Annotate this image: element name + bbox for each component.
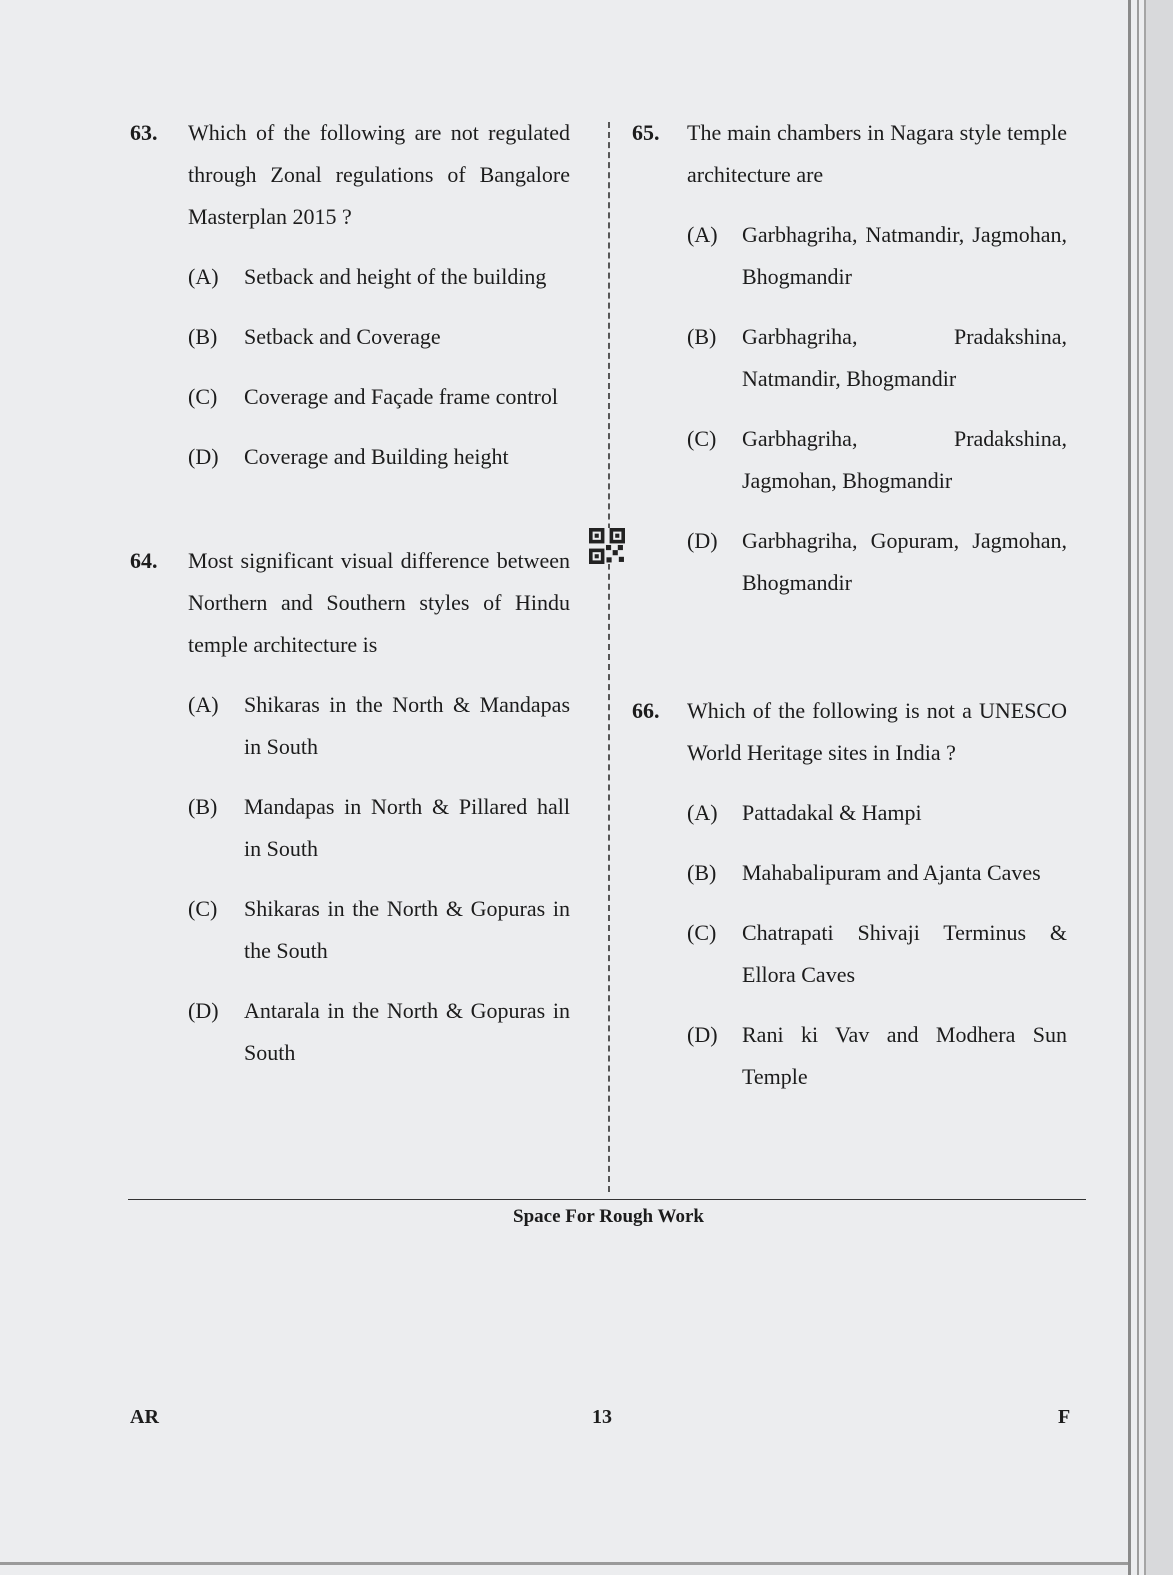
option-label: (B) (687, 860, 717, 885)
option-c (632, 418, 1067, 502)
series-code: F (1058, 1406, 1071, 1428)
question-64 (130, 540, 570, 1074)
option-b (632, 316, 1067, 400)
question-65 (632, 112, 1067, 604)
option-d (632, 520, 1067, 604)
option-b (130, 316, 570, 358)
option-label: (D) (687, 1022, 718, 1047)
option-d (632, 1014, 1067, 1098)
column-divider (608, 122, 610, 1192)
question-text: The main chambers in Nagara style temple architecture are (687, 120, 1067, 187)
option-label: (B) (188, 324, 218, 349)
option-text: Mahabalipuram and Ajanta Caves (742, 860, 1041, 885)
option-text: Garbhagriha, Pradakshina, Natmandir, Bhogmandir (742, 324, 1067, 391)
option-label: (D) (188, 998, 219, 1023)
question-text: Most significant visual difference between Northern and Southern styles of Hindu temple architecture is (188, 548, 570, 657)
option-text: Setback and height of the building (244, 264, 547, 289)
page-edge (1137, 0, 1139, 1575)
option-text: Shikaras in the North & Gopuras in the South (244, 896, 570, 963)
question-63 (130, 112, 570, 478)
option-c (130, 888, 570, 972)
question-number: 65. (632, 120, 660, 145)
option-label: (C) (687, 920, 717, 945)
question-text: Which of the following is not a UNESCO World Heritage sites in India ? (687, 698, 1067, 765)
option-a (632, 792, 1067, 834)
page-edge (1128, 0, 1131, 1575)
option-label: (A) (687, 222, 718, 247)
page-number: 13 (592, 1406, 612, 1428)
option-text: Coverage and Façade frame control (244, 384, 558, 409)
option-text: Garbhagriha, Pradakshina, Jagmohan, Bhogmandir (742, 426, 1067, 493)
option-text: Rani ki Vav and Modhera Sun Temple (742, 1022, 1067, 1089)
option-d (130, 436, 570, 478)
option-text: Garbhagriha, Gopuram, Jagmohan, Bhogmandir (742, 528, 1067, 595)
option-label: (C) (188, 384, 218, 409)
option-label: (A) (188, 692, 219, 717)
option-c (632, 912, 1067, 996)
option-a (130, 256, 570, 298)
option-b (632, 852, 1067, 894)
option-text: Chatrapati Shivaji Terminus & Ellora Caves (742, 920, 1067, 987)
right-column (632, 112, 1067, 1098)
option-label: (B) (687, 324, 717, 349)
option-label: (D) (188, 444, 219, 469)
option-text: Setback and Coverage (244, 324, 441, 349)
option-text: Antarala in the North & Gopuras in South (244, 998, 570, 1065)
qr-code-icon (589, 528, 625, 564)
option-label: (D) (687, 528, 718, 553)
question-text: Which of the following are not regulated through Zonal regulations of Bangalore Masterplan 2015 ? (188, 120, 570, 229)
option-label: (C) (687, 426, 717, 451)
option-d (130, 990, 570, 1074)
left-column (130, 112, 570, 1074)
question-number: 66. (632, 698, 660, 723)
option-text: Pattadakal & Hampi (742, 800, 922, 825)
page-edge (1144, 0, 1173, 1575)
option-label: (A) (687, 800, 718, 825)
option-label: (A) (188, 264, 219, 289)
option-text: Garbhagriha, Natmandir, Jagmohan, Bhogmandir (742, 222, 1067, 289)
option-label: (C) (188, 896, 218, 921)
question-number: 63. (130, 120, 158, 145)
option-c (130, 376, 570, 418)
footer-rule (128, 1199, 1086, 1200)
option-a (632, 214, 1067, 298)
option-a (130, 684, 570, 768)
question-number: 64. (130, 548, 158, 573)
option-text: Shikaras in the North & Mandapas in South (244, 692, 570, 759)
option-text: Mandapas in North & Pillared hall in South (244, 794, 570, 861)
option-label: (B) (188, 794, 218, 819)
option-text: Coverage and Building height (244, 444, 509, 469)
option-b (130, 786, 570, 870)
booklet-code: AR (130, 1406, 159, 1428)
question-66 (632, 690, 1067, 1098)
page-bottom-edge (0, 1562, 1128, 1565)
rough-work-label: Space For Rough Work (513, 1206, 704, 1227)
